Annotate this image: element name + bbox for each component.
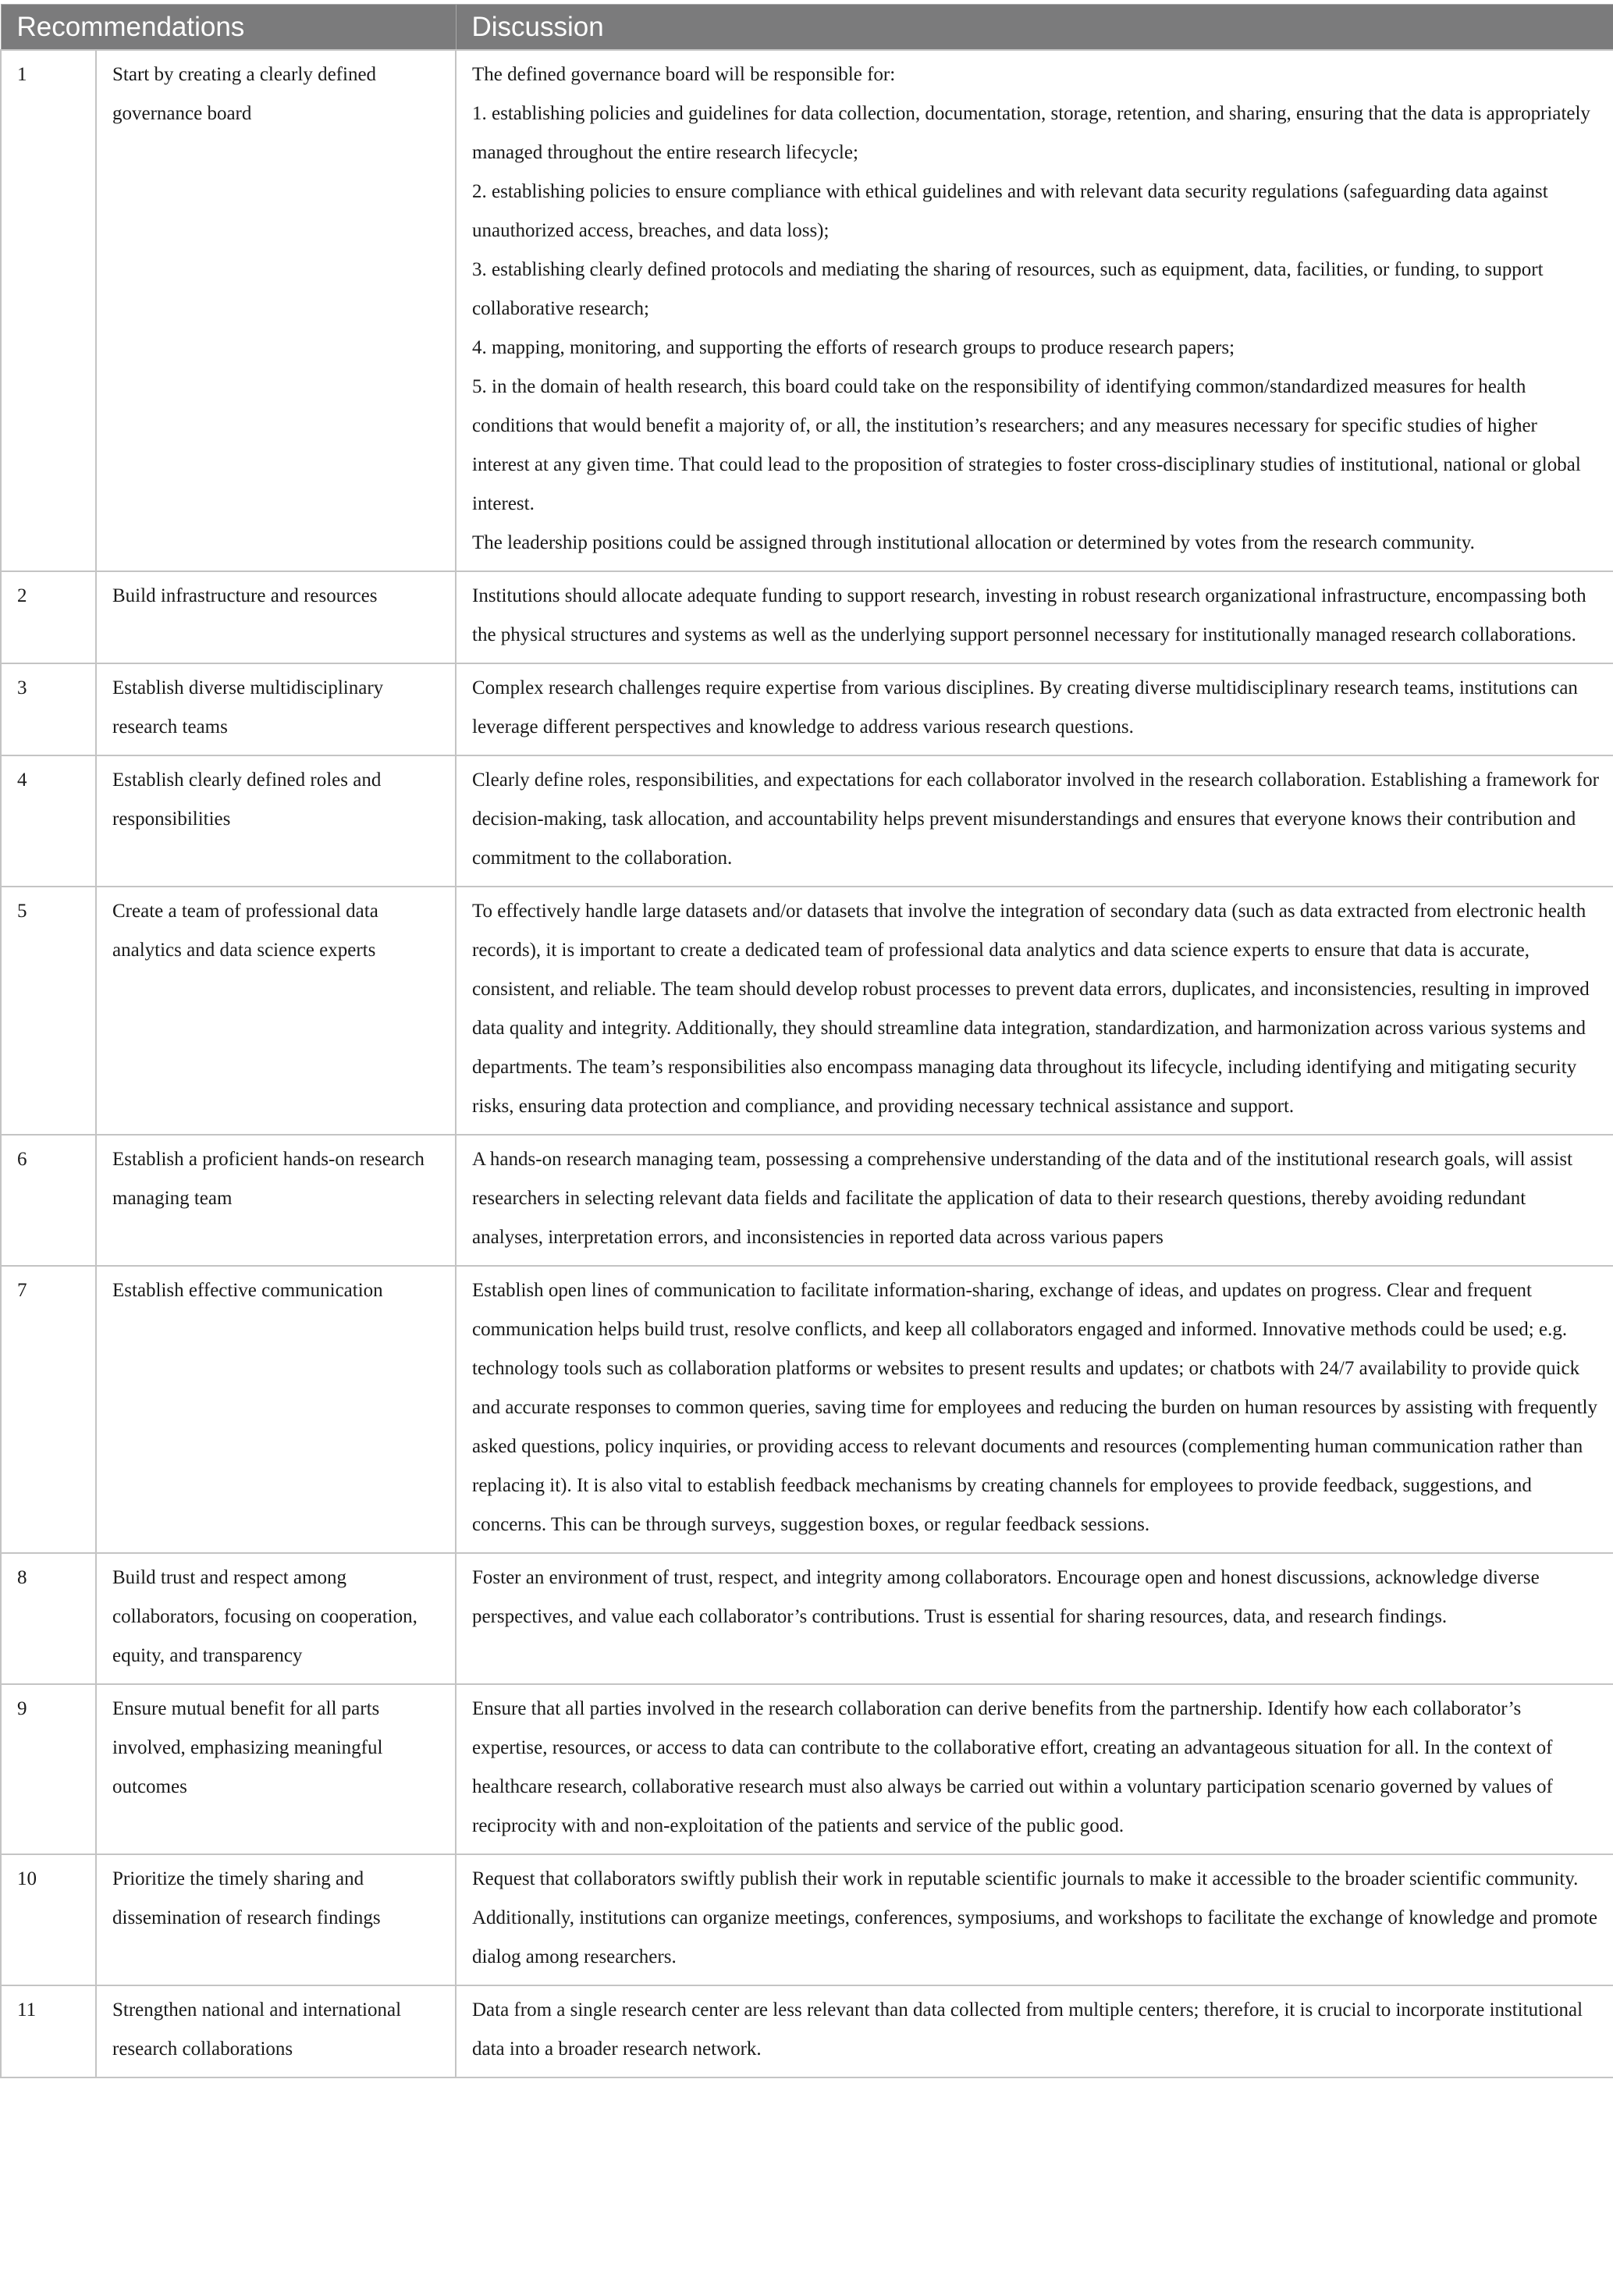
table-row [1, 1135, 1613, 1266]
table-header-row [1, 5, 1613, 51]
row-number: 4 [1, 755, 96, 887]
table-row [1, 1266, 1613, 1553]
discussion-text: The leadership positions could be assigned through institutional allocation or determined by votes from the research community. [472, 532, 1475, 553]
recommendations-table-container [0, 4, 1613, 2078]
discussion-text: Clearly define roles, responsibilities, and expectations for each collaborator involved in the research collaboration. Establishing a framework for decision-making, task allocation, and accountability helps prevent misunderstandings and ensures that everyone knows their contribution and commitment to the collaboration. [472, 769, 1599, 869]
discussion-text: The defined governance board will be responsible for: [472, 64, 896, 85]
recommendation-cell: Build trust and respect among collaborators, focusing on cooperation, equity, and transparency [96, 1553, 456, 1684]
recommendation-cell: Establish effective communication [96, 1266, 456, 1553]
discussion-text: Request that collaborators swiftly publish their work in reputable scientific journals to make it accessible to the broader scientific community. Additionally, institutions can organize meetings, conferences, symposiums, and workshops to facilitate the exchange of knowledge and promote dialog among researchers. [472, 1868, 1598, 1967]
discussion-cell [456, 1854, 1613, 1985]
discussion-cell [456, 887, 1613, 1135]
table-row [1, 1553, 1613, 1684]
table-row [1, 1985, 1613, 2077]
row-number: 2 [1, 571, 96, 663]
discussion-cell [456, 1135, 1613, 1266]
table-row [1, 755, 1613, 887]
recommendation-cell: Start by creating a clearly defined governance board [96, 50, 456, 571]
row-number: 3 [1, 663, 96, 755]
discussion-cell [456, 755, 1613, 887]
recommendation-cell: Strengthen national and international research collaborations [96, 1985, 456, 2077]
discussion-cell [456, 1553, 1613, 1684]
table-row [1, 887, 1613, 1135]
discussion-cell [456, 1684, 1613, 1854]
discussion-text: Data from a single research center are less relevant than data collected from multiple centers; therefore, it is crucial to incorporate institutional data into a broader research network. [472, 1999, 1583, 2060]
row-number: 5 [1, 887, 96, 1135]
recommendation-cell: Prioritize the timely sharing and dissemination of research findings [96, 1854, 456, 1985]
header-discussion: Discussion [456, 5, 1613, 51]
recommendation-cell: Establish a proficient hands-on research managing team [96, 1135, 456, 1266]
discussion-text: Institutions should allocate adequate funding to support research, investing in robust research organizational infrastructure, encompassing both the physical structures and systems as well as the underlying support personnel necessary for institutionally managed research collaborations. [472, 585, 1586, 645]
discussion-text: To effectively handle large datasets and/or datasets that involve the integration of secondary data (such as data extracted from electronic health records), it is important to create a dedicated team of professional data analytics and data science experts to ensure that data is accurate, consistent, and reliable. The team should develop robust processes to prevent data errors, duplicates, and inconsistencies, resulting in improved data quality and integrity. Additionally, they should streamline data integration, standardization, and harmonization across various systems and departments. The team’s responsibilities also encompass managing data throughout its lifecycle, including identifying and mitigating security risks, ensuring data protection and compliance, and providing necessary technical assistance and support. [472, 901, 1590, 1117]
discussion-text: 4. mapping, monitoring, and supporting the efforts of research groups to produce research papers; [472, 337, 1235, 358]
recommendation-cell: Establish diverse multidisciplinary research teams [96, 663, 456, 755]
row-number: 6 [1, 1135, 96, 1266]
row-number: 9 [1, 1684, 96, 1854]
discussion-text: Ensure that all parties involved in the research collaboration can derive benefits from the partnership. Identify how each collaborator’s expertise, resources, or access to data can contribute to the collaborative effort, creating an advantageous situation for all. In the context of healthcare research, collaborative research must also always be carried out within a voluntary participation scenario governed by values of reciprocity with and non-exploitation of the patients and service of the public good. [472, 1698, 1553, 1836]
discussion-text: 3. establishing clearly defined protocols and mediating the sharing of resources, such as equipment, data, facilities, or funding, to support collaborative research; [472, 259, 1544, 319]
table-row [1, 50, 1613, 571]
discussion-text: Foster an environment of trust, respect, and integrity among collaborators. Encourage open and honest discussions, acknowledge diverse perspectives, and value each collaborator’s contributions. Trust is essential for sharing resources, data, and research findings. [472, 1567, 1540, 1627]
discussion-text: 2. establishing policies to ensure compliance with ethical guidelines and with relevant data security regulations (safeguarding data against unauthorized access, breaches, and data loss); [472, 181, 1548, 241]
discussion-cell [456, 571, 1613, 663]
row-number: 8 [1, 1553, 96, 1684]
discussion-text: Complex research challenges require expertise from various disciplines. By creating diverse multidisciplinary research teams, institutions can leverage different perspectives and knowledge to address various research questions. [472, 677, 1578, 737]
recommendation-cell: Establish clearly defined roles and responsibilities [96, 755, 456, 887]
discussion-text: 5. in the domain of health research, this board could take on the responsibility of identifying common/standardized measures for health conditions that would benefit a majority of, or all, the institution’s researchers; and any measures necessary for specific studies of higher interest at any given time. That could lead to the proposition of strategies to foster cross-disciplinary studies of institutional, national or global interest. [472, 376, 1581, 514]
row-number: 11 [1, 1985, 96, 2077]
discussion-text: 1. establishing policies and guidelines for data collection, documentation, storage, retention, and sharing, ensuring that the data is appropriately managed throughout the entire research lifecycle; [472, 103, 1590, 163]
recommendation-cell: Create a team of professional data analytics and data science experts [96, 887, 456, 1135]
table-row [1, 1854, 1613, 1985]
discussion-text: Establish open lines of communication to facilitate information-sharing, exchange of ideas, and updates on progress. Clear and frequent communication helps build trust, resolve conflicts, and keep all collaborators engaged and informed. Innovative methods could be used; e.g. technology tools such as collaboration platforms or websites to present results and updates; or chatbots with 24/7 availability to provide quick and accurate responses to common queries, saving time for employees and reducing the burden on human resources by assisting with frequently asked questions, policy inquiries, or providing access to relevant documents and resources (complementing human communication rather than replacing it). It is also vital to establish feedback mechanisms by creating channels for employees to provide feedback, suggestions, and concerns. This can be through surveys, suggestion boxes, or regular feedback sessions. [472, 1280, 1597, 1535]
recommendation-cell: Build infrastructure and resources [96, 571, 456, 663]
table-row [1, 571, 1613, 663]
discussion-cell [456, 50, 1613, 571]
recommendations-table [0, 4, 1613, 2078]
table-row [1, 1684, 1613, 1854]
discussion-text: A hands-on research managing team, possessing a comprehensive understanding of the data and of the institutional research goals, will assist researchers in selecting relevant data fields and facilitate the application of data to their research questions, thereby avoiding redundant analyses, interpretation errors, and inconsistencies in reported data across various papers [472, 1149, 1573, 1248]
recommendation-cell: Ensure mutual benefit for all parts involved, emphasizing meaningful outcomes [96, 1684, 456, 1854]
table-row [1, 663, 1613, 755]
row-number: 7 [1, 1266, 96, 1553]
row-number: 10 [1, 1854, 96, 1985]
discussion-cell [456, 663, 1613, 755]
discussion-cell [456, 1266, 1613, 1553]
header-recommendations: Recommendations [1, 5, 456, 51]
discussion-cell [456, 1985, 1613, 2077]
row-number: 1 [1, 50, 96, 571]
